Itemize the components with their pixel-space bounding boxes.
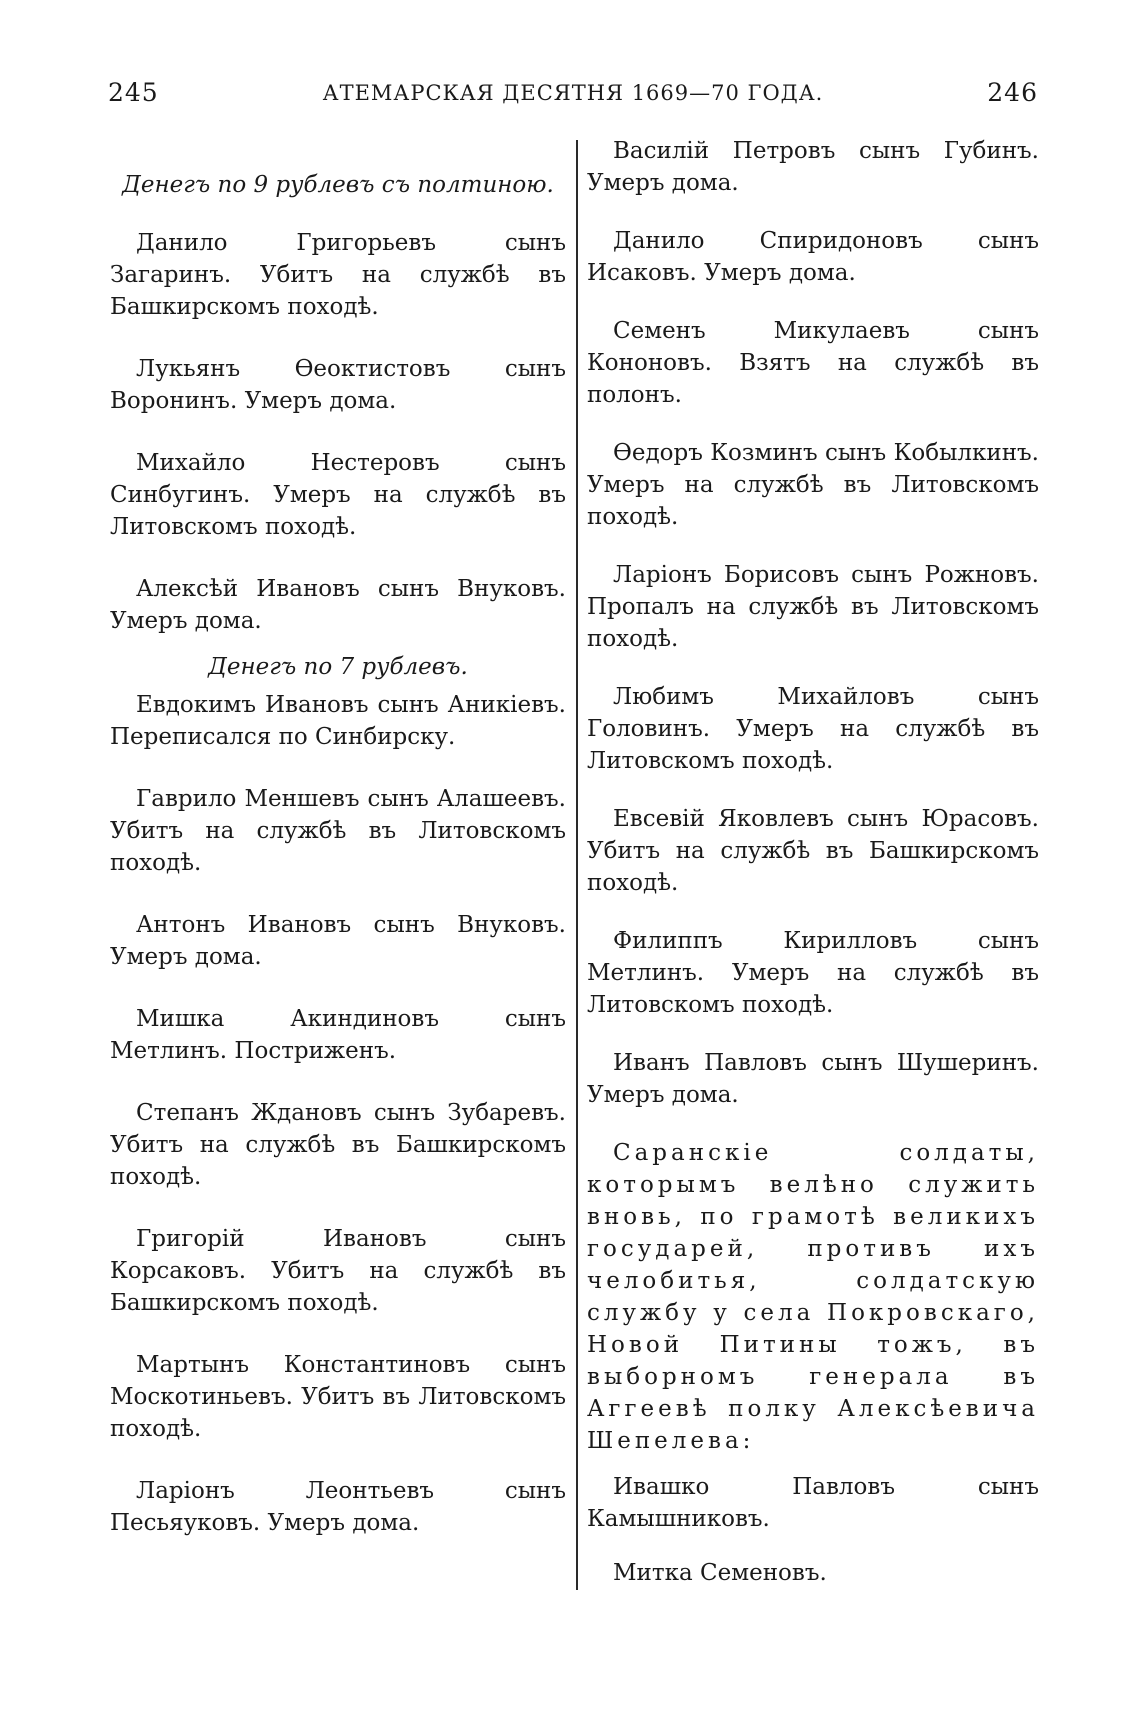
list-item: Данило Григорьевъ сынъ Загаринъ. Убитъ на службѣ въ Башкирскомъ походѣ.	[110, 230, 566, 320]
section-heading-9-rubles: Денегъ по 9 рублевъ съ полтиною.	[122, 172, 554, 198]
list-item: Семенъ Микулаевъ сынъ Кононовъ. Взятъ на службѣ въ полонъ.	[587, 318, 1039, 408]
list-item: Гаврило Меншевъ сынъ Алашеевъ. Убитъ на службѣ въ Литовскомъ походѣ.	[110, 786, 566, 876]
list-item: Антонъ Ивановъ сынъ Внуковъ. Умеръ дома.	[110, 912, 566, 970]
list-item: Ивашко Павловъ сынъ Камышниковъ.	[587, 1474, 1039, 1532]
right-page-number: 246	[987, 78, 1038, 107]
list-item: Митка Семеновъ.	[613, 1560, 827, 1586]
list-item: Григорій Ивановъ сынъ Корсаковъ. Убитъ на службѣ въ Башкирскомъ походѣ.	[110, 1226, 566, 1316]
running-title: АТЕМАРСКАЯ ДЕСЯТНЯ 1669—70 ГОДА.	[322, 81, 824, 105]
list-item: Иванъ Павловъ сынъ Шушеринъ. Умеръ дома.	[587, 1050, 1039, 1108]
list-item: Ларіонъ Леонтьевъ сынъ Песьяуковъ. Умеръ дома.	[110, 1478, 566, 1536]
section-heading-7-rubles: Денегъ по 7 рублевъ.	[208, 654, 468, 680]
list-item: Ѳедоръ Козминъ сынъ Кобылкинъ. Умеръ на службѣ въ Литовскомъ походѣ.	[587, 440, 1039, 530]
left-column	[110, 135, 566, 1539]
list-item: Филиппъ Кирилловъ сынъ Метлинъ. Умеръ на службѣ въ Литовскомъ походѣ.	[587, 928, 1039, 1018]
list-item: Мартынъ Константиновъ сынъ Москотиньевъ. Убитъ въ Литовскомъ походѣ.	[110, 1352, 566, 1442]
right-column	[587, 135, 1039, 1589]
list-item: Лукьянъ Ѳеоктистовъ сынъ Воронинъ. Умеръ дома.	[110, 356, 566, 414]
list-item: Ларіонъ Борисовъ сынъ Рожновъ. Пропалъ на службѣ въ Литовскомъ походѣ.	[587, 562, 1039, 652]
section-intro-saransk-soldiers: Саранскіе солдаты, которымъ велѣно служить вновь, по грамотѣ великихъ государей, противъ ихъ челобитья, солдатскую службу у села Покровскаго, Новой Питины тожъ, въ выборномъ генерала въ Аггеевѣ полку Алексѣевича Шепелева:	[587, 1140, 1039, 1454]
list-item: Евдокимъ Ивановъ сынъ Аникіевъ. Переписался по Синбирску.	[110, 692, 566, 750]
column-divider	[576, 140, 578, 1590]
list-item: Василій Петровъ сынъ Губинъ. Умеръ дома.	[587, 138, 1039, 196]
list-item: Степанъ Ждановъ сынъ Зубаревъ. Убитъ на службѣ въ Башкирскомъ походѣ.	[110, 1100, 566, 1190]
left-page-number: 245	[108, 78, 159, 107]
list-item: Алексѣй Ивановъ сынъ Внуковъ. Умеръ дома.	[110, 576, 566, 634]
list-item: Данило Спиридоновъ сынъ Исаковъ. Умеръ дома.	[587, 228, 1039, 286]
page-header	[108, 78, 1038, 118]
list-item: Любимъ Михайловъ сынъ Головинъ. Умеръ на службѣ въ Литовскомъ походѣ.	[587, 684, 1039, 774]
list-item: Михайло Нестеровъ сынъ Синбугинъ. Умеръ на службѣ въ Литовскомъ походѣ.	[110, 450, 566, 540]
list-item: Евсевій Яковлевъ сынъ Юрасовъ. Убитъ на службѣ въ Башкирскомъ походѣ.	[587, 806, 1039, 896]
list-item: Мишка Акиндиновъ сынъ Метлинъ. Постриженъ.	[110, 1006, 566, 1064]
